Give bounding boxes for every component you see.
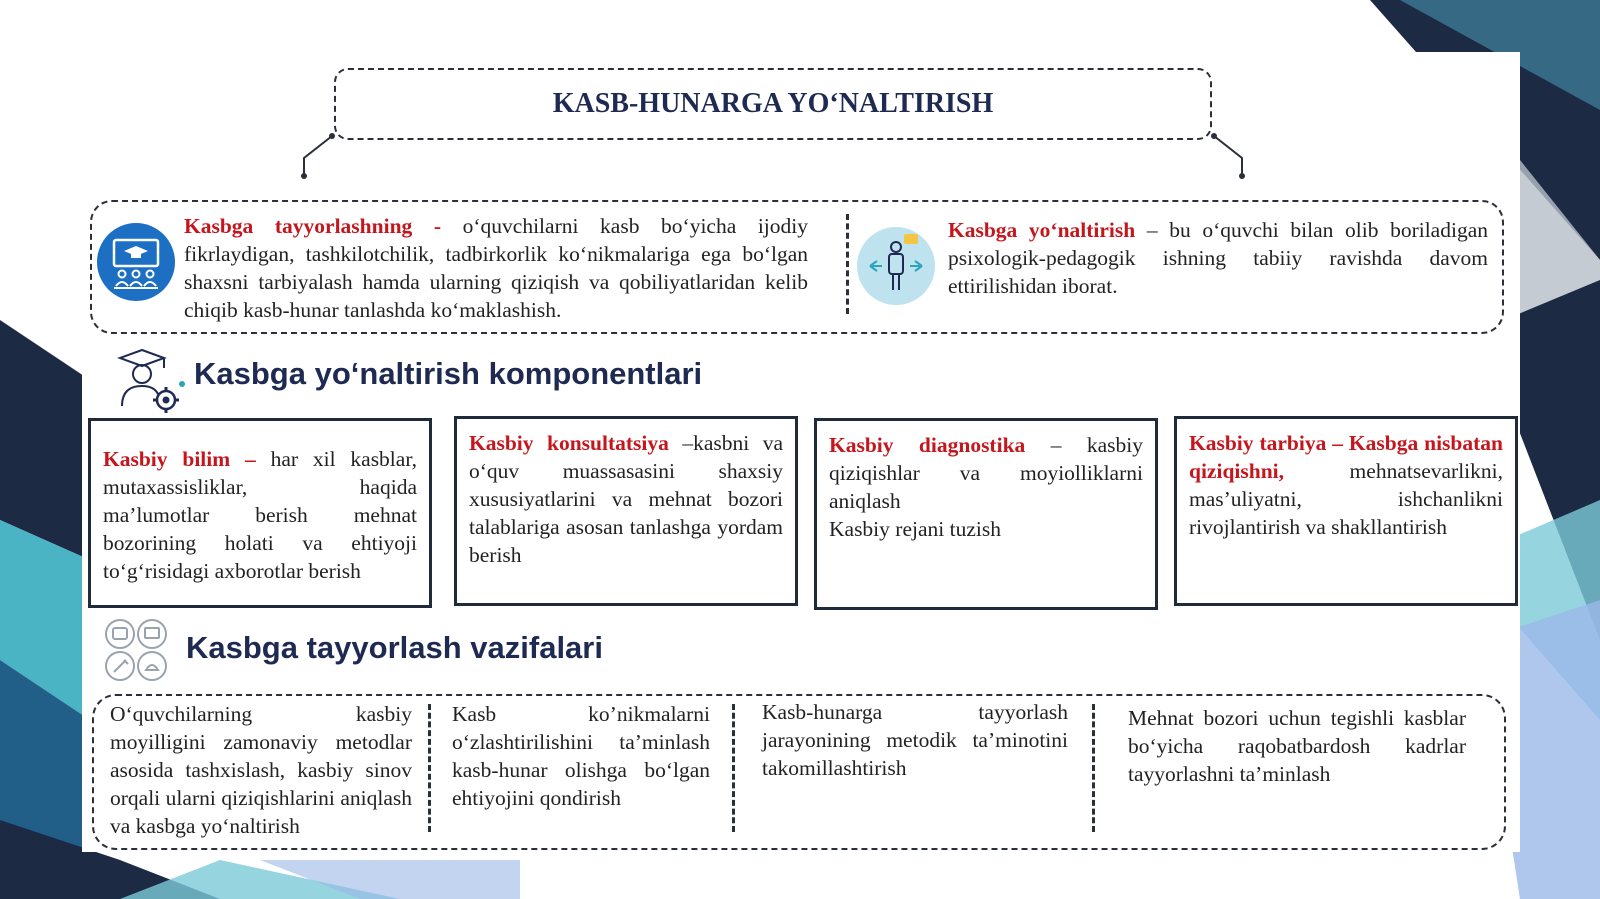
title-box — [334, 68, 1212, 140]
component-card — [814, 418, 1158, 610]
page-title: KASB-HUNARGA YO‘NALTIRISH — [552, 88, 994, 119]
component-term: Kasbiy diagnostika — [829, 433, 1026, 457]
definition-right-text: bu o‘quvchi bilan olib boriladigan psixologik-pedagogik ishning tabiiy ravishda davom ettirilishidan iborat. — [948, 218, 1488, 298]
tools-icon — [100, 614, 172, 686]
connector-right — [1210, 132, 1250, 182]
component-card — [454, 416, 798, 606]
task-item: Kasb-hunarga tayyorlash jarayonining metodik ta’minotini takomillashtirish — [762, 700, 1068, 780]
component-card — [1174, 416, 1518, 606]
tasks-heading: Kasbga tayyorlash vazifalari — [186, 630, 603, 665]
components-heading: Kasbga yo‘naltirish komponentlari — [194, 356, 703, 391]
definition-left-text: o‘quvchilarni kasb bo‘yicha ijodiy fikrlaydigan, tashkilotchilik, tadbirkorlik ko‘nikmalariga ega bo‘lgan shaxsni tarbiyalash hamda ularning qiziqish va qobiliyatlaridan kelib chiqib kasb-hunar tanlashda ko‘maklashish. — [184, 214, 809, 322]
component-term: Kasbiy bilim – — [103, 447, 256, 471]
task-item: Kasb ko’nikmalarni o‘zlashtirilishini ta’minlash kasb-hunar olishga bo‘lgan ehtiyojini qondirish — [452, 702, 710, 810]
definition-right — [948, 216, 1488, 300]
component-text: mehnatsevarlikni, mas’uliyatni, ishchanlikni rivojlantirish va shakllantirish — [1189, 459, 1503, 539]
definition-right-sep: – — [1135, 218, 1170, 242]
graduate-gear-icon — [112, 344, 188, 416]
definition-left — [184, 212, 808, 324]
component-term: Kasbiy konsultatsiya — [469, 431, 669, 455]
tasks-divider — [732, 704, 735, 832]
component-term: Kasbiy tarbiya – Kasbga nisbatan qiziqishni, — [1189, 431, 1503, 483]
component-card — [88, 418, 432, 608]
definitions-divider — [846, 214, 849, 314]
component-extra: Kasbiy rejani tuzish — [829, 517, 1001, 541]
component-text: har xil kasblar, mutaxassisliklar, haqida ma’lumotlar berish mehnat bozorining holati va ehtiyoji to‘g‘risidagi axborotlar berish — [103, 447, 417, 583]
tasks-divider — [428, 704, 431, 832]
definition-left-sep: - — [412, 214, 463, 238]
tasks-divider — [1092, 704, 1095, 832]
task-item: Mehnat bozori uchun tegishli kasblar bo‘yicha raqobatbardosh kadrlar tayyorlashni ta’minlash — [1128, 706, 1466, 786]
definition-left-term: Kasbga tayyorlashning — [184, 214, 413, 238]
component-text: – kasbiy qiziqishlar va moyiolliklarni aniqlash — [829, 433, 1143, 513]
task-item: O‘quvchilarning kasbiy moyilligini zamonaviy metodlar asosida tashxislash, kasbiy sinov orqali ularni qiziqishlarini aniqlash va kasbga yo‘naltirish — [110, 702, 412, 838]
connector-left — [296, 132, 336, 182]
component-text: –kasbni va o‘quv muassasasini shaxsiy xususiyatlarini va mehnat bozori talablariga asosan tanlashga yordam berish — [469, 431, 783, 567]
definition-right-term: Kasbga yo‘naltirish — [948, 218, 1136, 242]
classroom-icon — [96, 222, 176, 302]
person-direction-icon — [856, 226, 936, 306]
